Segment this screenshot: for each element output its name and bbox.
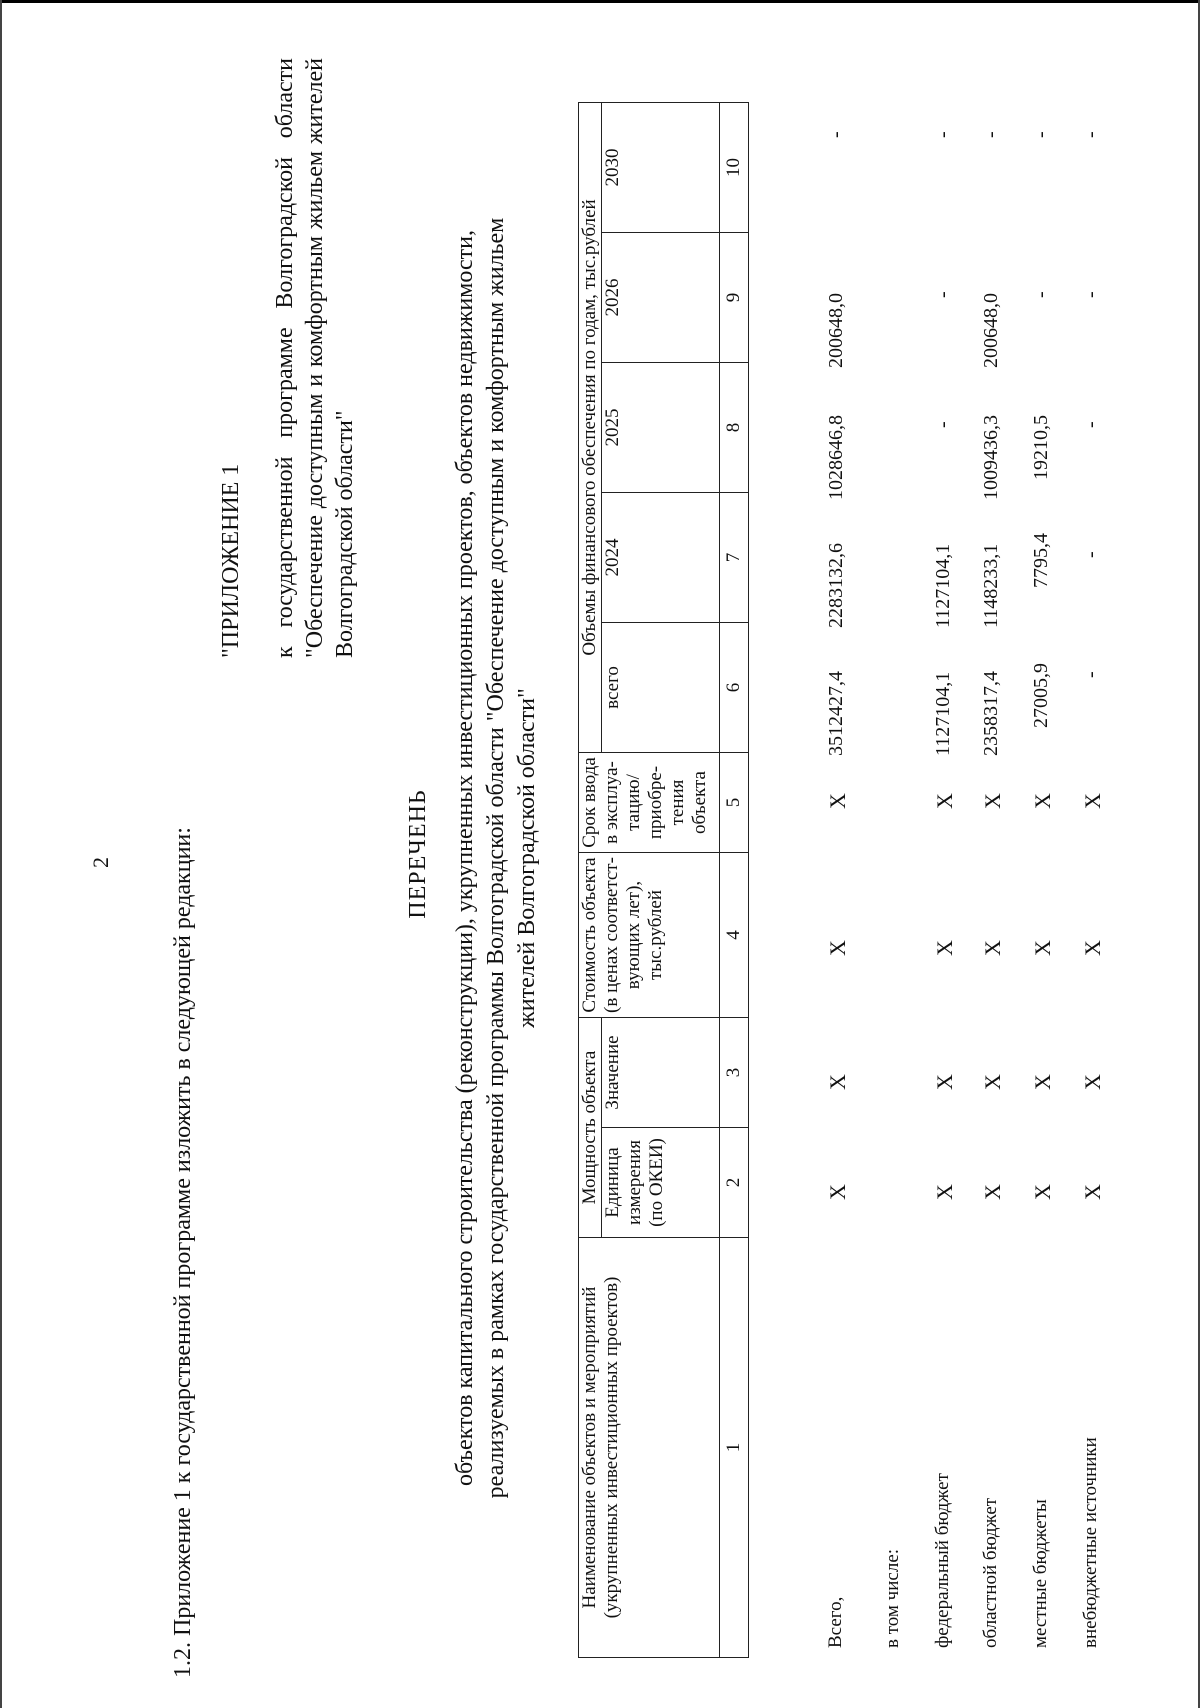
row-c2: X [825, 1184, 850, 1200]
row-label: внебюджетные источники [1080, 1437, 1101, 1648]
header-table [578, 102, 749, 1658]
header-2026: 2026 [602, 233, 720, 363]
row-2025: - [1080, 421, 1102, 428]
document-subtitle: объектов капитального строительства (реконструкции), укрупненных инвестиционных проектов, объектов недвижимости, реализуемых в рамках государственной программы Волгоградской области "Обеспечение доступным и комфортным жильем жителей Волгоградской области" [452, 217, 540, 1499]
row-total: - [1080, 671, 1102, 678]
row-total: 1127104,1 [932, 671, 954, 756]
row-2025: - [932, 421, 954, 428]
row-c4: X [1080, 940, 1105, 956]
row-c4: X [932, 940, 957, 956]
row-2030: - [980, 131, 1002, 138]
header-2030: 2030 [602, 103, 720, 233]
col-number: 1 [720, 1238, 749, 1658]
row-c2: X [980, 1184, 1005, 1200]
row-2026: 200648,0 [980, 293, 1002, 368]
row-label: Всего, [825, 1596, 846, 1648]
row-2024: 1127104,1 [932, 543, 954, 628]
row-2025: 1009436,3 [980, 415, 1002, 500]
row-total: 2358317,4 [980, 671, 1002, 756]
header-unit: Единица измерения (по ОКЕИ) [602, 1128, 720, 1238]
row-c2: X [932, 1184, 957, 1200]
page-number: 2 [88, 857, 113, 868]
header-total: всего [602, 623, 720, 753]
row-2030: - [1030, 131, 1052, 138]
row-label: федеральный бюджет [932, 1473, 953, 1648]
document-title: ПЕРЕЧЕНЬ [405, 789, 431, 919]
row-c2: X [1030, 1184, 1055, 1200]
header-funding: Объемы финансового обеспечения по годам, тыс.рублей [579, 103, 602, 753]
row-c4: X [825, 940, 850, 956]
row-c3: X [1030, 1074, 1055, 1090]
row-c3: X [932, 1074, 957, 1090]
row-c2: X [1080, 1184, 1105, 1200]
header-name: Наименование объектов и мероприятий (укрупненных инвестиционных проектов) [579, 1238, 720, 1658]
col-number: 9 [720, 233, 749, 363]
row-c5: X [980, 793, 1005, 809]
row-c5: X [932, 793, 957, 809]
row-c3: X [1080, 1074, 1105, 1090]
col-number: 10 [720, 103, 749, 233]
header-2024: 2024 [602, 493, 720, 623]
row-2024: 2283132,6 [825, 543, 847, 628]
row-label: местные бюджеты [1030, 1499, 1051, 1648]
in-that-number-label: в том числе: [882, 1548, 903, 1648]
row-2026: - [1030, 291, 1052, 298]
row-2024: 1148233,1 [980, 543, 1002, 628]
header-capacity: Мощность объекта [579, 1018, 602, 1238]
header-value: Значение [602, 1018, 720, 1128]
row-c5: X [1030, 793, 1055, 809]
intro-paragraph: 1.2. Приложение 1 к государственной программе изложить в следующей редакции: [170, 827, 196, 1678]
header-cost: Стоимость объекта (в ценах соответст- вующих лет), тыс.рублей [579, 853, 720, 1018]
row-2030: - [1080, 131, 1102, 138]
row-c4: X [1030, 940, 1055, 956]
row-2026: 200648,0 [825, 293, 847, 368]
appendix-label: "ПРИЛОЖЕНИЕ 1 [218, 463, 244, 658]
row-2026: - [1080, 291, 1102, 298]
col-number: 2 [720, 1128, 749, 1238]
row-2026: - [932, 291, 954, 298]
row-2024: 7795,4 [1030, 533, 1052, 588]
row-c3: X [825, 1074, 850, 1090]
row-2024: - [1080, 551, 1102, 558]
row-c3: X [980, 1074, 1005, 1090]
col-number: 4 [720, 853, 749, 1018]
row-c5: X [825, 793, 850, 809]
header-2025: 2025 [602, 363, 720, 493]
row-total: 3512427,4 [825, 671, 847, 756]
col-number: 7 [720, 493, 749, 623]
row-2030: - [825, 131, 847, 138]
col-number: 3 [720, 1018, 749, 1128]
row-c4: X [980, 940, 1005, 956]
row-total: 27005,9 [1030, 663, 1052, 728]
appendix-text: к государственной программе Волгоградской области "Обеспечение доступным и комфортным жильем жителей Волгоградской области" [272, 58, 358, 658]
col-number: 8 [720, 363, 749, 493]
row-c5: X [1080, 793, 1105, 809]
row-2025: 19210,5 [1030, 415, 1052, 480]
row-2030: - [932, 131, 954, 138]
row-label: областной бюджет [980, 1497, 1001, 1648]
row-2025: 1028646,8 [825, 415, 847, 500]
col-number: 5 [720, 753, 749, 853]
col-number: 6 [720, 623, 749, 753]
header-term: Срок ввода в эксплуа- тацию/ приобре- тения объекта [579, 753, 720, 853]
